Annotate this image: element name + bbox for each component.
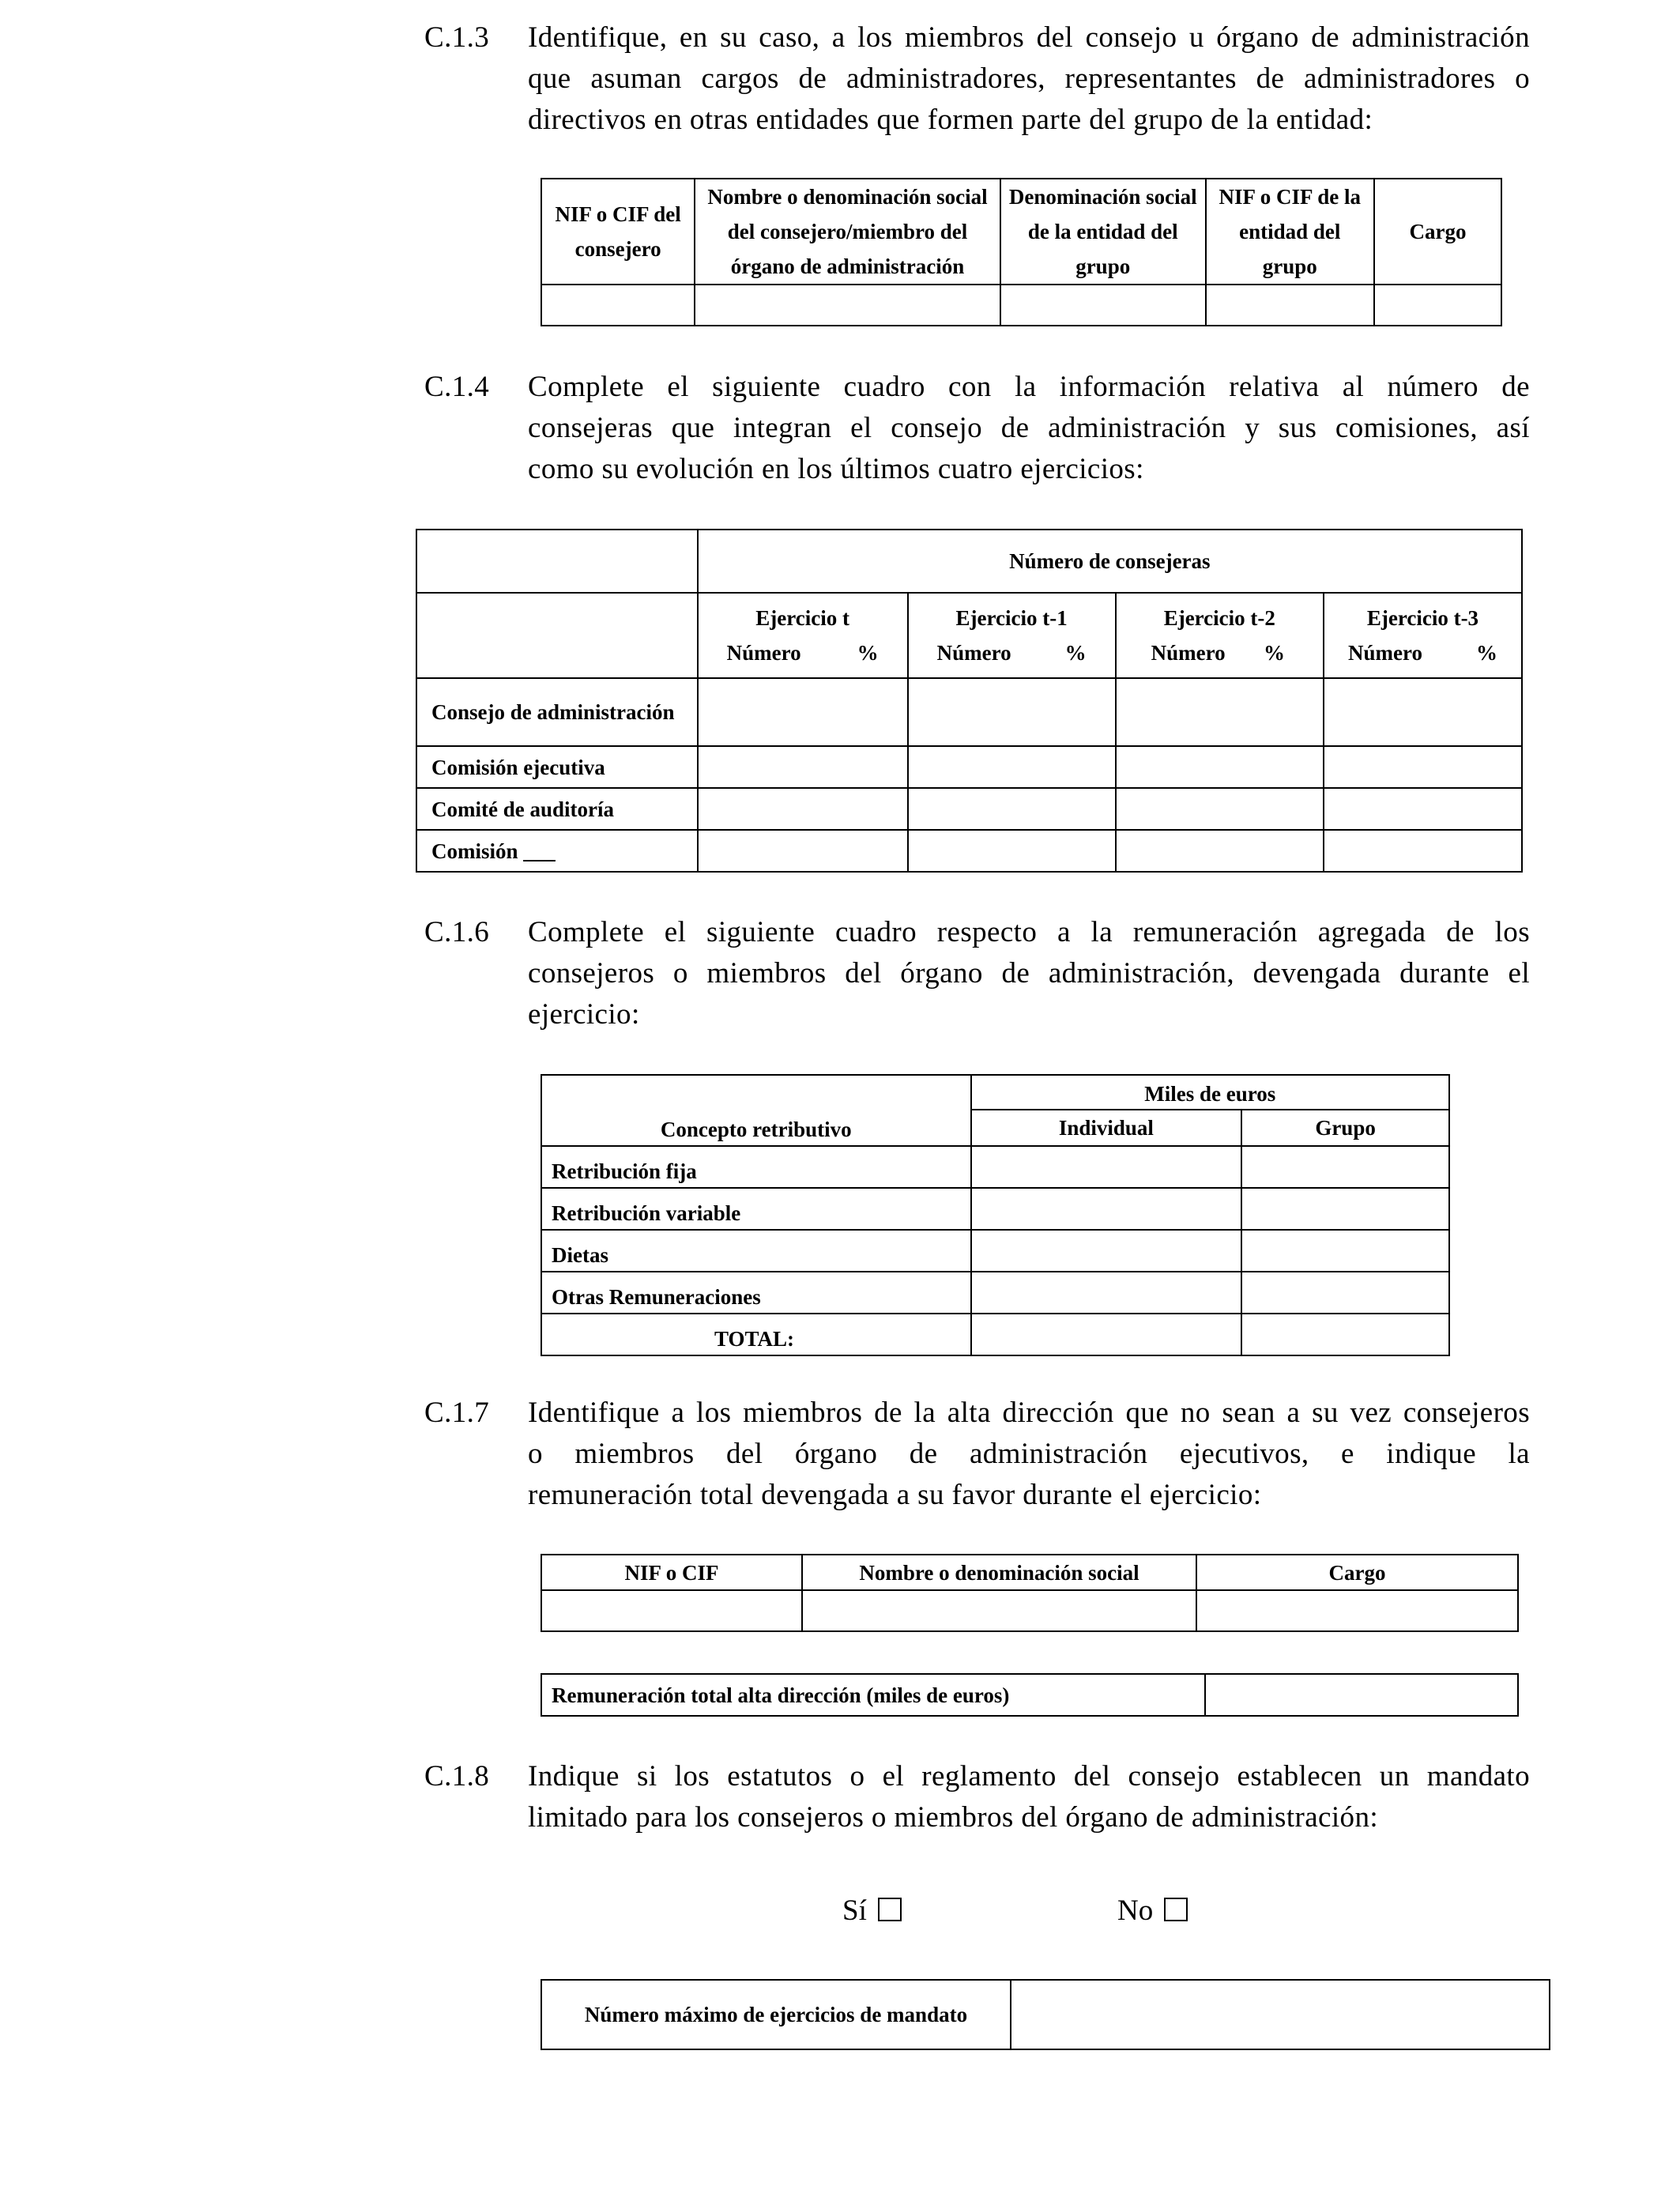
text-line: limitado para los consejeros o miembros del órgano de administración: xyxy=(528,1801,1379,1834)
header-cell: Cargo xyxy=(1374,179,1501,285)
text-line: Indique si los estatutos o el reglamento del consejo establecen un mandato xyxy=(528,1760,1530,1793)
input-cell[interactable] xyxy=(908,830,1116,872)
input-cell[interactable] xyxy=(698,746,908,788)
period-header: Ejercicio t-2 Número % xyxy=(1116,593,1324,678)
header-cell: Nombre o denominación social del consejero/miembro del órgano de administración xyxy=(695,179,1000,285)
group-header: Número de consejeras xyxy=(698,530,1522,593)
period-header: Ejercicio t-3 Número % xyxy=(1324,593,1522,678)
input-cell[interactable] xyxy=(908,678,1116,746)
text-line: ejercicio: xyxy=(528,998,640,1031)
table-c17-total xyxy=(541,1673,1519,1717)
text-line: Complete el siguiente cuadro respecto a la remuneración agregada de los xyxy=(528,916,1530,948)
table-c14 xyxy=(416,529,1523,873)
text-line: consejeros o miembros del órgano de administración, devengada durante el xyxy=(528,957,1530,990)
grupo-header: Grupo xyxy=(1241,1110,1449,1146)
group-header: Miles de euros xyxy=(971,1075,1449,1110)
section-number: C.1.4 xyxy=(424,371,490,403)
input-cell[interactable] xyxy=(1374,285,1501,326)
input-cell[interactable] xyxy=(971,1146,1242,1188)
blank-cell xyxy=(416,530,698,593)
input-cell[interactable] xyxy=(1116,788,1324,830)
yes-label: Sí xyxy=(842,1894,867,1927)
input-cell[interactable] xyxy=(1241,1188,1449,1230)
input-cell[interactable] xyxy=(1324,678,1522,746)
no-checkbox[interactable] xyxy=(1164,1898,1188,1921)
table-c16 xyxy=(541,1074,1450,1356)
row-label: Comité de auditoría xyxy=(416,788,698,830)
input-cell[interactable] xyxy=(1324,788,1522,830)
header-cell: Nombre o denominación social xyxy=(802,1555,1196,1590)
row-label: Consejo de administración xyxy=(416,678,698,746)
period-header: Ejercicio t-1 Número % xyxy=(908,593,1116,678)
input-cell[interactable] xyxy=(541,1590,802,1631)
header-cell: Denominación social de la entidad del grupo xyxy=(1000,179,1206,285)
section-text xyxy=(528,17,1530,141)
yes-option[interactable] xyxy=(842,1891,902,1932)
input-cell[interactable] xyxy=(1000,285,1206,326)
header-cell: Cargo xyxy=(1196,1555,1518,1590)
input-cell[interactable] xyxy=(1206,285,1374,326)
text-line: o miembros del órgano de administración ejecutivos, e indique la xyxy=(528,1438,1530,1470)
section-text xyxy=(528,1393,1530,1516)
yes-checkbox[interactable] xyxy=(878,1898,902,1921)
text-line: Complete el siguiente cuadro con la información relativa al número de xyxy=(528,371,1530,403)
input-cell[interactable] xyxy=(1116,678,1324,746)
table-c18 xyxy=(541,1979,1550,2050)
section-text xyxy=(528,1756,1530,1838)
input-cell[interactable] xyxy=(1011,1980,1550,2049)
header-cell: NIF o CIF xyxy=(541,1555,802,1590)
max-mandate-label: Número máximo de ejercicios de mandato xyxy=(541,1980,1011,2049)
input-cell[interactable] xyxy=(695,285,1000,326)
input-cell[interactable] xyxy=(1196,1590,1518,1631)
total-label: Remuneración total alta dirección (miles de euros) xyxy=(541,1674,1205,1716)
section-text xyxy=(528,367,1530,490)
input-cell[interactable] xyxy=(1324,746,1522,788)
input-cell[interactable] xyxy=(1241,1230,1449,1272)
text-line: Identifique, en su caso, a los miembros del consejo u órgano de administración xyxy=(528,21,1530,54)
input-cell[interactable] xyxy=(1241,1314,1449,1355)
input-cell[interactable] xyxy=(908,788,1116,830)
section-number: C.1.8 xyxy=(424,1760,490,1793)
input-cell[interactable] xyxy=(1116,830,1324,872)
concept-header: Concepto retributivo xyxy=(541,1075,971,1146)
text-line: remuneración total devengada a su favor durante el ejercicio: xyxy=(528,1479,1262,1511)
input-cell[interactable] xyxy=(971,1314,1242,1355)
section-number: C.1.3 xyxy=(424,21,490,54)
input-cell[interactable] xyxy=(971,1230,1242,1272)
text-line: Identifique a los miembros de la alta dirección que no sean a su vez consejeros xyxy=(528,1397,1530,1429)
table-c17 xyxy=(541,1554,1519,1632)
section-number: C.1.7 xyxy=(424,1397,490,1429)
row-label: Comisión ___ xyxy=(416,830,698,872)
section-number: C.1.6 xyxy=(424,916,490,948)
period-header: Ejercicio t Número % xyxy=(698,593,908,678)
row-label: Retribución variable xyxy=(541,1188,971,1230)
row-label: Comisión ejecutiva xyxy=(416,746,698,788)
table-c13 xyxy=(541,178,1502,326)
row-label: Otras Remuneraciones xyxy=(541,1272,971,1314)
input-cell[interactable] xyxy=(698,788,908,830)
input-cell[interactable] xyxy=(971,1272,1242,1314)
text-line: que asuman cargos de administradores, representantes de administradores o xyxy=(528,62,1530,95)
input-cell[interactable] xyxy=(1324,830,1522,872)
individual-header: Individual xyxy=(971,1110,1242,1146)
row-label: Dietas xyxy=(541,1230,971,1272)
input-cell[interactable] xyxy=(698,830,908,872)
header-cell: NIF o CIF de la entidad del grupo xyxy=(1206,179,1374,285)
total-label: TOTAL: xyxy=(541,1314,971,1355)
input-cell[interactable] xyxy=(908,746,1116,788)
text-line: consejeras que integran el consejo de administración y sus comisiones, así xyxy=(528,412,1530,444)
input-cell[interactable] xyxy=(1241,1146,1449,1188)
text-line: como su evolución en los últimos cuatro ejercicios: xyxy=(528,453,1144,485)
no-label: No xyxy=(1117,1894,1154,1927)
no-option[interactable] xyxy=(1117,1891,1188,1932)
input-cell[interactable] xyxy=(1205,1674,1518,1716)
input-cell[interactable] xyxy=(971,1188,1242,1230)
blank-cell xyxy=(416,593,698,678)
text-line: directivos en otras entidades que formen parte del grupo de la entidad: xyxy=(528,104,1373,136)
input-cell[interactable] xyxy=(802,1590,1196,1631)
header-cell: NIF o CIF del consejero xyxy=(541,179,695,285)
input-cell[interactable] xyxy=(698,678,908,746)
input-cell[interactable] xyxy=(1241,1272,1449,1314)
input-cell[interactable] xyxy=(541,285,695,326)
input-cell[interactable] xyxy=(1116,746,1324,788)
row-label: Retribución fija xyxy=(541,1146,971,1188)
section-text xyxy=(528,912,1530,1035)
